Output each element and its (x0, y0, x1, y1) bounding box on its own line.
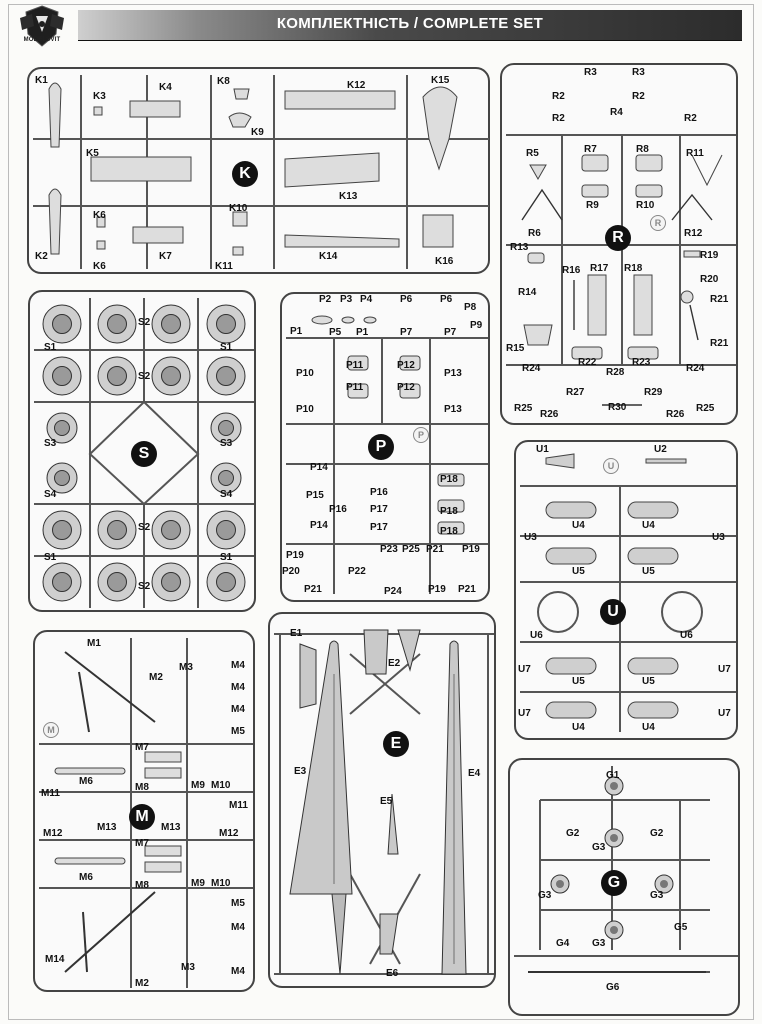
part-label: P8 (464, 302, 477, 313)
wheel-hub (219, 421, 234, 436)
part-label: M3 (179, 662, 193, 673)
part-label: K1 (35, 75, 48, 86)
part-label: K9 (251, 127, 264, 138)
part-label: U7 (518, 708, 531, 719)
part-label: P2 (319, 294, 332, 305)
page-title: КОМПЛЕКТНІСТЬ / COMPLETE SET (276, 15, 544, 32)
part-label: R7 (584, 144, 597, 155)
part-label: K4 (159, 82, 172, 93)
part-label: U5 (572, 676, 585, 687)
part-label: S3 (220, 438, 233, 449)
part-label: P12 (397, 360, 415, 371)
part-label: E4 (468, 768, 481, 779)
part-label: P11 (346, 360, 364, 371)
part-label: G3 (592, 842, 606, 853)
part-label: K5 (86, 148, 99, 159)
part-label: S1 (220, 342, 233, 353)
part-label: M4 (231, 660, 245, 671)
part-label: M12 (219, 828, 239, 839)
part-label: U6 (530, 630, 543, 641)
part-label: R3 (632, 67, 645, 78)
sprue-r-badge: R (605, 225, 631, 251)
wheel-hub (217, 573, 236, 592)
part-label: M6 (79, 872, 93, 883)
logo-text: MODELSVIT (23, 37, 61, 43)
part-label: R17 (590, 263, 609, 274)
wheel-hub (219, 471, 234, 486)
part-label: P16 (370, 487, 388, 498)
part-label: P1 (356, 327, 369, 338)
part-label: M9 (191, 780, 205, 791)
part-label: U5 (642, 676, 655, 687)
part-label: S4 (44, 489, 57, 500)
part-label: S3 (44, 438, 57, 449)
part-label: S1 (220, 552, 233, 563)
part-label: M2 (149, 672, 163, 683)
part-label: K16 (435, 256, 454, 267)
sprue-k-badge: K (232, 161, 258, 187)
sprue-r-mini-badge: R (650, 215, 666, 231)
wheel-hub (162, 315, 181, 334)
part-label: R23 (632, 357, 651, 368)
part-label: R5 (526, 148, 539, 159)
sprue-g-frame (510, 760, 742, 1018)
part-label: P6 (400, 294, 413, 305)
wheel-hub (53, 315, 72, 334)
sprue-e-badge: E (383, 731, 409, 757)
wheel-hub (162, 521, 181, 540)
part-label: P18 (440, 506, 458, 517)
part-label: P17 (370, 522, 388, 533)
part-label: R2 (552, 91, 565, 102)
part-label: M11 (41, 788, 60, 799)
part-label: R29 (644, 387, 663, 398)
part-label: U4 (572, 520, 585, 531)
sprue-g-badge: G (601, 870, 627, 896)
wheel-hub (53, 367, 72, 386)
sprue-p (280, 292, 490, 602)
part-label: U1 (536, 444, 549, 455)
part-label: R30 (608, 402, 627, 413)
part-label: G1 (606, 770, 620, 781)
part-label: U4 (642, 722, 655, 733)
part-label: K14 (319, 251, 338, 262)
part-label: G6 (606, 982, 620, 993)
part-label: R19 (700, 250, 719, 261)
part-label: R3 (584, 67, 597, 78)
part-label: M8 (135, 782, 149, 793)
sprue-g (508, 758, 740, 1016)
wheel-hub (55, 471, 70, 486)
part-label: P3 (340, 294, 353, 305)
part-label: R21 (710, 294, 729, 305)
part-label: G2 (650, 828, 664, 839)
part-label: P4 (360, 294, 373, 305)
part-label: M10 (211, 780, 231, 791)
part-label: K2 (35, 251, 48, 262)
part-label: R25 (514, 403, 533, 414)
part-label: G3 (538, 890, 552, 901)
part-label: P21 (304, 584, 322, 595)
part-label: P9 (470, 320, 483, 331)
wheel-hub (108, 315, 127, 334)
part-label: K13 (339, 191, 358, 202)
part-label: U7 (718, 708, 731, 719)
part-label: M4 (231, 682, 245, 693)
part-label: P16 (329, 504, 347, 515)
part-label: P7 (444, 327, 457, 338)
part-label: R24 (522, 363, 541, 374)
part-label: M7 (135, 742, 149, 753)
part-label: E2 (388, 658, 401, 669)
part-label: R2 (552, 113, 565, 124)
sprue-u-mini-badge: U (603, 458, 619, 474)
part-label: P7 (400, 327, 413, 338)
part-label: M13 (97, 822, 117, 833)
sprue-m-mini-badge: M (43, 722, 59, 738)
sprue-k (27, 67, 490, 274)
part-label: P14 (310, 462, 328, 473)
wheel-hub (53, 573, 72, 592)
part-label: R10 (636, 200, 655, 211)
wheel-hub (108, 521, 127, 540)
part-label: P18 (440, 474, 458, 485)
part-label: P10 (296, 368, 314, 379)
part-label: G2 (566, 828, 580, 839)
part-label: U5 (572, 566, 585, 577)
wheel-hub (217, 315, 236, 334)
part-label: P25 (402, 544, 420, 555)
part-label: P13 (444, 404, 462, 415)
part-label: M5 (231, 898, 245, 909)
part-label: M3 (181, 962, 195, 973)
part-label: M4 (231, 966, 245, 977)
wheel-hub (108, 573, 127, 592)
part-label: M12 (43, 828, 63, 839)
part-label: P24 (384, 586, 402, 597)
part-label: R20 (700, 274, 719, 285)
part-label: U7 (518, 664, 531, 675)
part-label: K3 (93, 91, 106, 102)
sprue-m (33, 630, 255, 992)
part-label: R8 (636, 144, 649, 155)
part-label: S2 (138, 371, 151, 382)
part-label: K10 (229, 203, 248, 214)
part-label: M5 (231, 726, 245, 737)
part-label: E5 (380, 796, 393, 807)
sprue-s-badge: S (131, 441, 157, 467)
part-label: R6 (528, 228, 541, 239)
wheel-hub (217, 521, 236, 540)
part-label: E1 (290, 628, 303, 639)
part-label: U7 (718, 664, 731, 675)
part-label: R16 (562, 265, 581, 276)
sprue-s (28, 290, 256, 612)
wheel-hub (55, 421, 70, 436)
part-label: K15 (431, 75, 450, 86)
part-label: P17 (370, 504, 388, 515)
part-label: M10 (211, 878, 231, 889)
part-label: R12 (684, 228, 703, 239)
part-label: M8 (135, 880, 149, 891)
wheel-hub (53, 521, 72, 540)
part-label: P12 (397, 382, 415, 393)
part-label: G4 (556, 938, 570, 949)
part-label: E3 (294, 766, 307, 777)
part-label: M13 (161, 822, 181, 833)
part-label: R26 (540, 409, 559, 420)
part-label: M11 (229, 800, 248, 811)
sprue-u-frame (516, 442, 740, 742)
part-label: M4 (231, 704, 245, 715)
part-label: S4 (220, 489, 233, 500)
part-label: U4 (572, 722, 585, 733)
part-label: R11 (686, 148, 704, 159)
part-label: P21 (458, 584, 476, 595)
part-label: R18 (624, 263, 643, 274)
part-label: R21 (710, 338, 729, 349)
part-label: U5 (642, 566, 655, 577)
part-label: S2 (138, 317, 151, 328)
part-label: R26 (666, 409, 685, 420)
part-label: P5 (329, 327, 342, 338)
part-label: P19 (286, 550, 304, 561)
part-label: P23 (380, 544, 398, 555)
part-label: K8 (217, 76, 230, 87)
part-label: P20 (282, 566, 300, 577)
part-label: U2 (654, 444, 667, 455)
part-label: P18 (440, 526, 458, 537)
sprue-u (514, 440, 738, 740)
part-label: S2 (138, 522, 151, 533)
part-label: K12 (347, 80, 366, 91)
wheel-hub (162, 367, 181, 386)
part-label: P21 (426, 544, 444, 555)
part-label: K6 (93, 261, 106, 272)
wheel-hub (108, 367, 127, 386)
part-label: M2 (135, 978, 149, 989)
part-label: G5 (674, 922, 688, 933)
part-label: U4 (642, 520, 655, 531)
part-label: P1 (290, 326, 303, 337)
sprue-u-badge: U (600, 599, 626, 625)
part-label: M14 (45, 954, 65, 965)
part-label: R25 (696, 403, 715, 414)
part-label: P15 (306, 490, 324, 501)
part-label: G3 (650, 890, 664, 901)
part-label: K11 (215, 261, 233, 272)
part-label: M4 (231, 922, 245, 933)
part-label: R4 (610, 107, 623, 118)
part-label: U6 (680, 630, 693, 641)
part-label: M6 (79, 776, 93, 787)
part-label: P22 (348, 566, 366, 577)
part-label: S1 (44, 552, 57, 563)
part-label: P19 (462, 544, 480, 555)
part-label: R28 (606, 367, 625, 378)
wheel-hub (162, 573, 181, 592)
part-label: R14 (518, 287, 537, 298)
part-label: R22 (578, 357, 597, 368)
part-label: M9 (191, 878, 205, 889)
part-label: R13 (510, 242, 529, 253)
modelsvit-logo (14, 4, 70, 50)
part-label: P13 (444, 368, 462, 379)
sprue-r (500, 63, 738, 425)
part-label: R27 (566, 387, 585, 398)
part-label: P19 (428, 584, 446, 595)
part-label: U3 (712, 532, 725, 543)
sprue-m-badge: M (129, 804, 155, 830)
part-label: R2 (684, 113, 697, 124)
part-label: M1 (87, 638, 101, 649)
part-label: R2 (632, 91, 645, 102)
part-label: K7 (159, 251, 172, 262)
part-label: G3 (592, 938, 606, 949)
part-label: P14 (310, 520, 328, 531)
wheel-hub (217, 367, 236, 386)
part-label: S1 (44, 342, 57, 353)
part-label: E6 (386, 968, 399, 979)
part-label: S2 (138, 581, 151, 592)
part-label: R15 (506, 343, 525, 354)
part-label: P11 (346, 382, 364, 393)
part-label: R24 (686, 363, 705, 374)
part-label: P10 (296, 404, 314, 415)
part-label: M7 (135, 838, 149, 849)
part-label: R9 (586, 200, 599, 211)
part-label: K6 (93, 210, 106, 221)
sprue-p-badge: P (368, 434, 394, 460)
header-bar (78, 10, 742, 41)
part-label: P6 (440, 294, 453, 305)
sprue-p-mini-badge: P (413, 427, 429, 443)
part-label: U3 (524, 532, 537, 543)
sprue-e (268, 612, 496, 988)
